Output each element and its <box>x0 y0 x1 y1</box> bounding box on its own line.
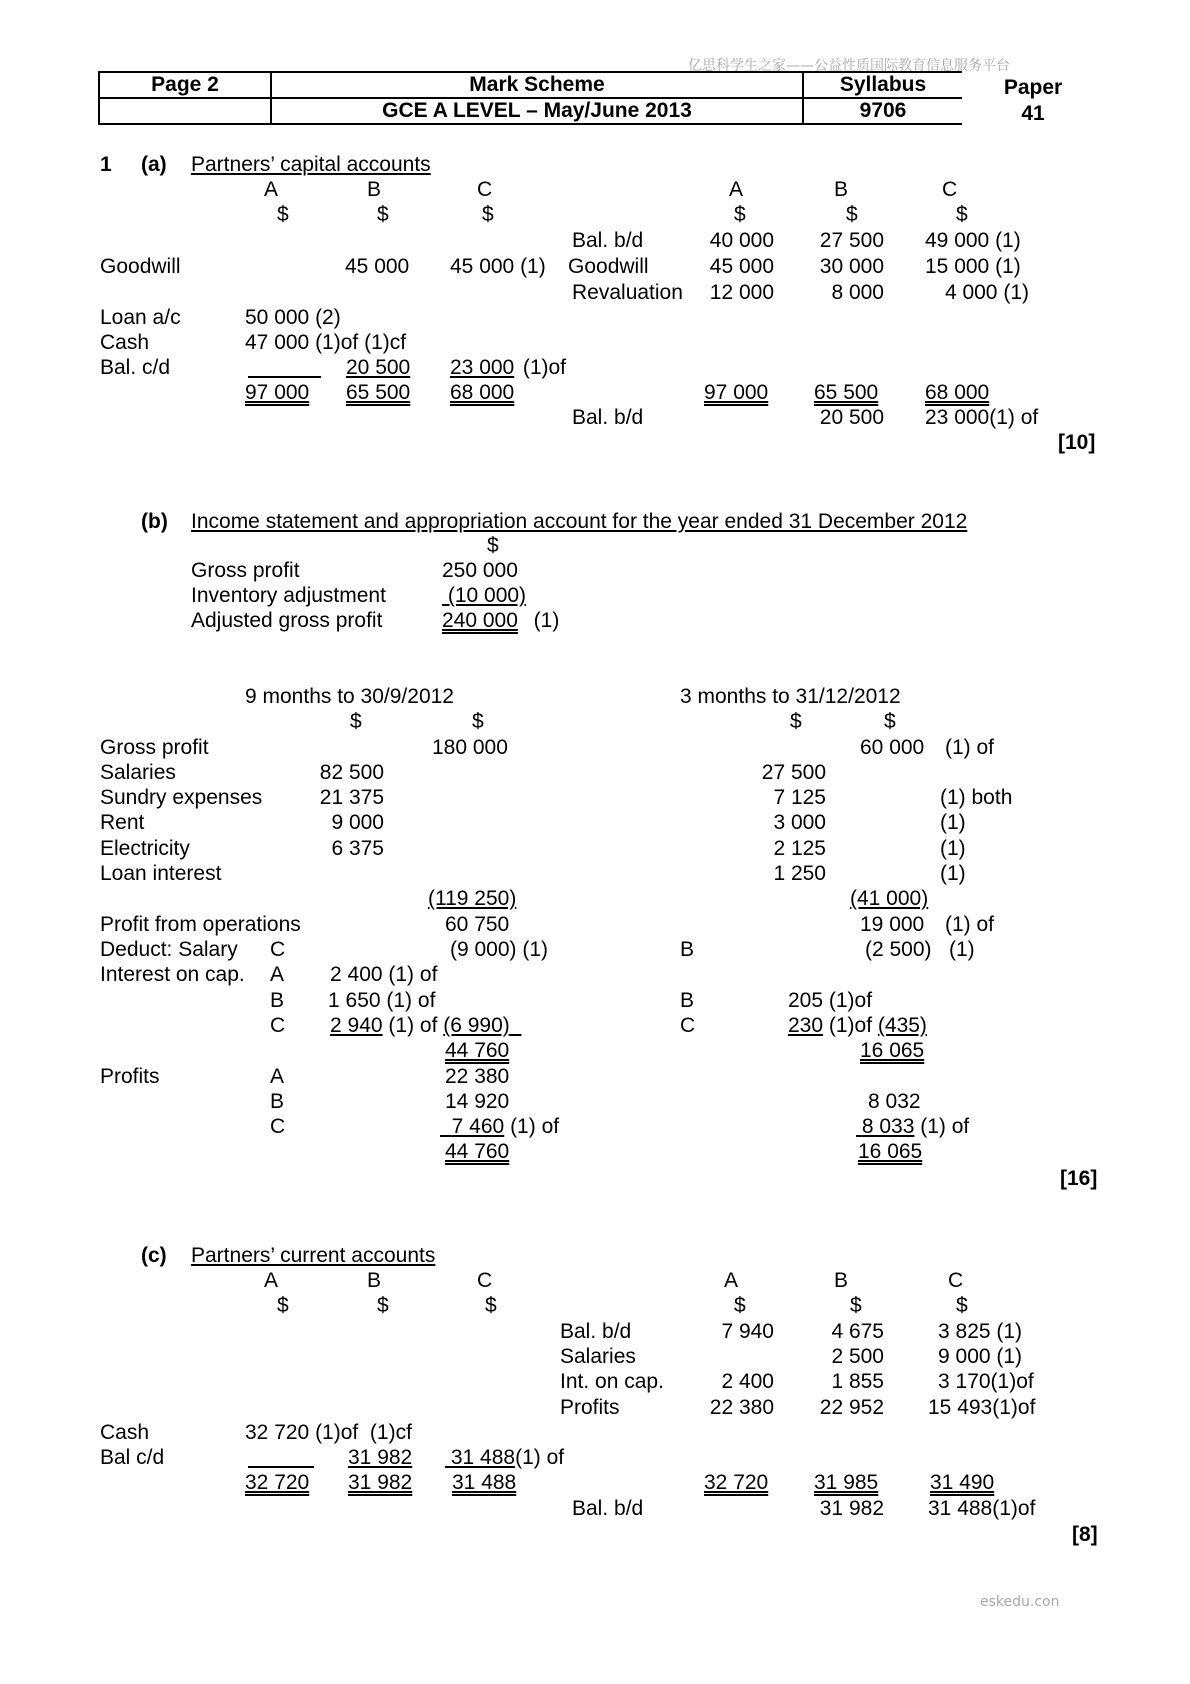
part-c-title: Partners’ current accounts <box>191 1244 436 1267</box>
total: 65 500 <box>346 381 411 404</box>
currency: $ <box>350 710 362 733</box>
cell: (9 000) (1) <box>450 938 549 961</box>
row-label: Bal. b/d <box>572 406 644 429</box>
total: 31 982 <box>348 1471 413 1494</box>
blank-underline <box>248 357 321 378</box>
watermark-top: 亿思科学生之家——公益性质国际教育信息服务平台 <box>688 58 1010 74</box>
cell: 4 675 <box>831 1320 884 1343</box>
col-c: C <box>948 1269 964 1292</box>
cell: 22 380 <box>709 1396 774 1419</box>
cell: 22 380 <box>445 1065 510 1088</box>
row-label: Electricity <box>100 837 190 860</box>
cell: 31 488(1)of <box>928 1497 1036 1520</box>
marks-a: [10] <box>1058 431 1096 454</box>
cell: 22 952 <box>819 1396 884 1419</box>
cell: 7 940 <box>721 1320 774 1343</box>
cell: 1 650 (1) of <box>328 989 436 1012</box>
currency: $ <box>734 1294 746 1317</box>
total: 68 000 <box>450 381 515 404</box>
total: 32 720 <box>245 1471 310 1494</box>
page-number: Page 2 <box>99 72 271 98</box>
part-b-label: (b) <box>141 510 168 533</box>
paper-number: 41 <box>1021 102 1045 125</box>
blank-underline <box>248 1447 314 1468</box>
cell-mark: (1) of <box>515 1446 565 1469</box>
cell: 44 760 <box>445 1140 510 1163</box>
cell: 47 000 (1)of (1)cf <box>245 331 407 354</box>
question-number: 1 <box>100 153 112 176</box>
cell: 3 825 (1) <box>938 1320 1023 1343</box>
partner: A <box>270 963 285 986</box>
currency: $ <box>472 710 484 733</box>
period-2: 3 months to 31/12/2012 <box>680 685 901 708</box>
cell: 27 500 <box>761 761 826 784</box>
row-label: Profits <box>100 1065 160 1088</box>
total: 97 000 <box>245 381 310 404</box>
cell: 23 000 <box>450 356 515 379</box>
watermark-bottom: eskedu.con <box>980 1594 1060 1610</box>
cell: 27 500 <box>819 229 884 252</box>
cell: 3 000 <box>773 811 826 834</box>
row-label: Adjusted gross profit <box>191 609 383 632</box>
col-b: B <box>834 1269 849 1292</box>
syllabus-code: 9706 <box>803 98 962 124</box>
cell-mark: (1) of <box>945 736 995 759</box>
cell: 16 065 <box>858 1140 923 1163</box>
cell-mark: (1) both <box>940 786 1013 809</box>
currency: $ <box>846 203 858 226</box>
cell-mark: (1) of <box>945 913 995 936</box>
currency: $ <box>485 1294 497 1317</box>
currency: $ <box>956 203 968 226</box>
cell: 14 920 <box>445 1090 510 1113</box>
part-b-title: Income statement and appropriation account for the year ended 31 December 2012 <box>191 510 968 533</box>
cell-mark: (1)of <box>517 356 567 379</box>
cell-mark: (1)of <box>823 1014 878 1037</box>
cell: 9 000 <box>331 811 384 834</box>
cell <box>788 1015 927 1036</box>
cell: 19 000 <box>860 913 925 936</box>
currency: $ <box>850 1294 862 1317</box>
partner: A <box>270 1065 285 1088</box>
cell: 20 500 <box>819 406 884 429</box>
row-label: Bal. c/d <box>100 356 171 379</box>
currency: $ <box>377 1294 389 1317</box>
cell: 9 000 (1) <box>938 1345 1023 1368</box>
total: 97 000 <box>704 381 769 404</box>
cell: 15 493(1)of <box>928 1396 1036 1419</box>
cell-mark: (1) of <box>382 1014 444 1037</box>
currency: $ <box>734 203 746 226</box>
cell: 45 000 (1) <box>450 255 546 278</box>
total: 31 488 <box>452 1471 517 1494</box>
col-b: B <box>834 178 849 201</box>
currency: $ <box>277 1294 289 1317</box>
cell: 8 032 <box>868 1090 921 1113</box>
col-c: C <box>477 178 493 201</box>
cell: (119 250) <box>428 887 517 910</box>
row-label: Bal. b/d <box>572 229 644 252</box>
partner: B <box>680 989 695 1012</box>
cell: 31 982 <box>348 1446 413 1469</box>
cell: 4 000 (1) <box>944 281 1029 304</box>
cell-value: (6 990) <box>443 1014 510 1037</box>
cell: (41 000) <box>850 887 929 910</box>
cell: 44 760 <box>445 1039 510 1062</box>
cell: 240 000 <box>442 609 518 632</box>
row-label: Goodwill <box>100 255 181 278</box>
total: 65 500 <box>814 381 879 404</box>
row-label: Bal. b/d <box>572 1497 644 1520</box>
cell: 2 500 <box>831 1345 884 1368</box>
total: 68 000 <box>925 381 990 404</box>
cell: 50 000 (2) <box>245 306 341 329</box>
cell: 6 375 <box>331 837 384 860</box>
row-label: Profits <box>560 1396 620 1419</box>
partner: B <box>270 989 285 1012</box>
partner: C <box>270 1115 286 1138</box>
part-a-title: Partners’ capital accounts <box>191 153 431 176</box>
cell: 180 000 <box>432 736 508 759</box>
partner: C <box>270 938 286 961</box>
cell-mark: (1) of <box>914 1115 970 1138</box>
cell: 82 500 <box>319 761 384 784</box>
partner: B <box>270 1090 285 1113</box>
cell: 45 000 <box>709 255 774 278</box>
cell: 49 000 (1) <box>925 229 1021 252</box>
cell-mark: (1) <box>940 862 966 885</box>
cell: 15 000 (1) <box>925 255 1021 278</box>
marks-c: [8] <box>1072 1523 1098 1546</box>
row-label: Revaluation <box>572 281 683 304</box>
cell-value: 8 033 <box>861 1115 915 1138</box>
cell: 40 000 <box>709 229 774 252</box>
cell: 12 000 <box>709 281 774 304</box>
row-label: Sundry expenses <box>100 786 263 809</box>
exam-name: GCE A LEVEL – May/June 2013 <box>271 98 803 124</box>
row-label: Interest on cap. <box>100 963 245 986</box>
marks-b: [16] <box>1060 1167 1098 1190</box>
partner: B <box>680 938 695 961</box>
row-label: Deduct: Salary <box>100 938 238 961</box>
cell <box>330 1015 521 1036</box>
row-label: Cash <box>100 331 150 354</box>
col-a: A <box>264 1269 279 1292</box>
row-label: Profit from operations <box>100 913 301 936</box>
total: 31 490 <box>930 1471 995 1494</box>
currency: $ <box>482 203 494 226</box>
cell: 3 170(1)of <box>938 1370 1034 1393</box>
row-label: Gross profit <box>191 559 300 582</box>
col-a: A <box>724 1269 739 1292</box>
cell: 1 855 <box>831 1370 884 1393</box>
col-c: C <box>477 1269 493 1292</box>
row-label: Loan a/c <box>100 306 181 329</box>
doc-title: Mark Scheme <box>271 72 803 98</box>
row-label: Salaries <box>560 1345 636 1368</box>
row-label: Bal c/d <box>100 1446 165 1469</box>
cell-value: 7 460 <box>451 1115 505 1138</box>
cell: 250 000 <box>442 559 518 582</box>
cell-value: (435) <box>877 1014 927 1037</box>
cell: 2 125 <box>773 837 826 860</box>
cell-mark: (1) of <box>504 1115 560 1138</box>
cell: 205 (1)of <box>788 989 873 1012</box>
cell-value: 31 488 <box>450 1446 516 1469</box>
partner: C <box>680 1014 696 1037</box>
row-label: Int. on cap. <box>560 1370 664 1393</box>
cell: 45 000 <box>345 255 410 278</box>
partner: C <box>270 1014 286 1037</box>
cell: 21 375 <box>319 786 384 809</box>
currency: $ <box>884 710 896 733</box>
cell-mark: (1) <box>522 609 560 632</box>
currency: $ <box>790 710 802 733</box>
cell: 7 125 <box>773 786 826 809</box>
currency: $ <box>277 203 289 226</box>
cell-value: 230 <box>788 1014 824 1037</box>
cell: 2 400 <box>721 1370 774 1393</box>
cell-mark: (1) <box>940 811 966 834</box>
currency: $ <box>377 203 389 226</box>
cell: 60 000 <box>860 736 925 759</box>
cell: 1 250 <box>773 862 826 885</box>
currency: $ <box>956 1294 968 1317</box>
row-label: Salaries <box>100 761 176 784</box>
cell: (2 500) <box>865 938 932 961</box>
total: 32 720 <box>704 1471 769 1494</box>
cell-mark: (1) <box>940 837 966 860</box>
part-a-label: (a) <box>141 153 167 176</box>
cell <box>445 1447 564 1468</box>
cell: 31 982 <box>819 1497 884 1520</box>
cell: 30 000 <box>819 255 884 278</box>
row-label: Cash <box>100 1421 150 1444</box>
row-label: Gross profit <box>100 736 209 759</box>
cell <box>856 1116 969 1137</box>
header-table <box>98 71 962 125</box>
part-c-label: (c) <box>141 1244 167 1267</box>
cell-mark: (1) <box>949 938 975 961</box>
currency: $ <box>487 534 499 557</box>
col-a: A <box>264 178 279 201</box>
cell: 32 720 (1)of (1)cf <box>245 1421 412 1444</box>
row-label: Loan interest <box>100 862 222 885</box>
row-label: Inventory adjustment <box>191 584 386 607</box>
syllabus-label: Syllabus <box>803 72 962 98</box>
row-label: Goodwill <box>568 255 649 278</box>
total: 31 985 <box>814 1471 879 1494</box>
cell: 20 500 <box>346 356 411 379</box>
row-label: Bal. b/d <box>560 1320 632 1343</box>
row-label: Rent <box>100 811 145 834</box>
cell: 60 750 <box>445 913 510 936</box>
cell: 16 065 <box>860 1039 925 1062</box>
cell: 8 000 <box>831 281 884 304</box>
cell: 23 000(1) of <box>925 406 1039 429</box>
paper-label: Paper <box>1003 76 1063 99</box>
col-b: B <box>367 178 382 201</box>
col-a: A <box>729 178 744 201</box>
col-c: C <box>942 178 958 201</box>
cell: (10 000) <box>442 584 527 607</box>
period-1: 9 months to 30/9/2012 <box>245 685 454 708</box>
cell-value: 2 940 <box>330 1014 383 1037</box>
col-b: B <box>367 1269 382 1292</box>
cell <box>440 1116 559 1137</box>
cell: 2 400 (1) of <box>330 963 438 986</box>
